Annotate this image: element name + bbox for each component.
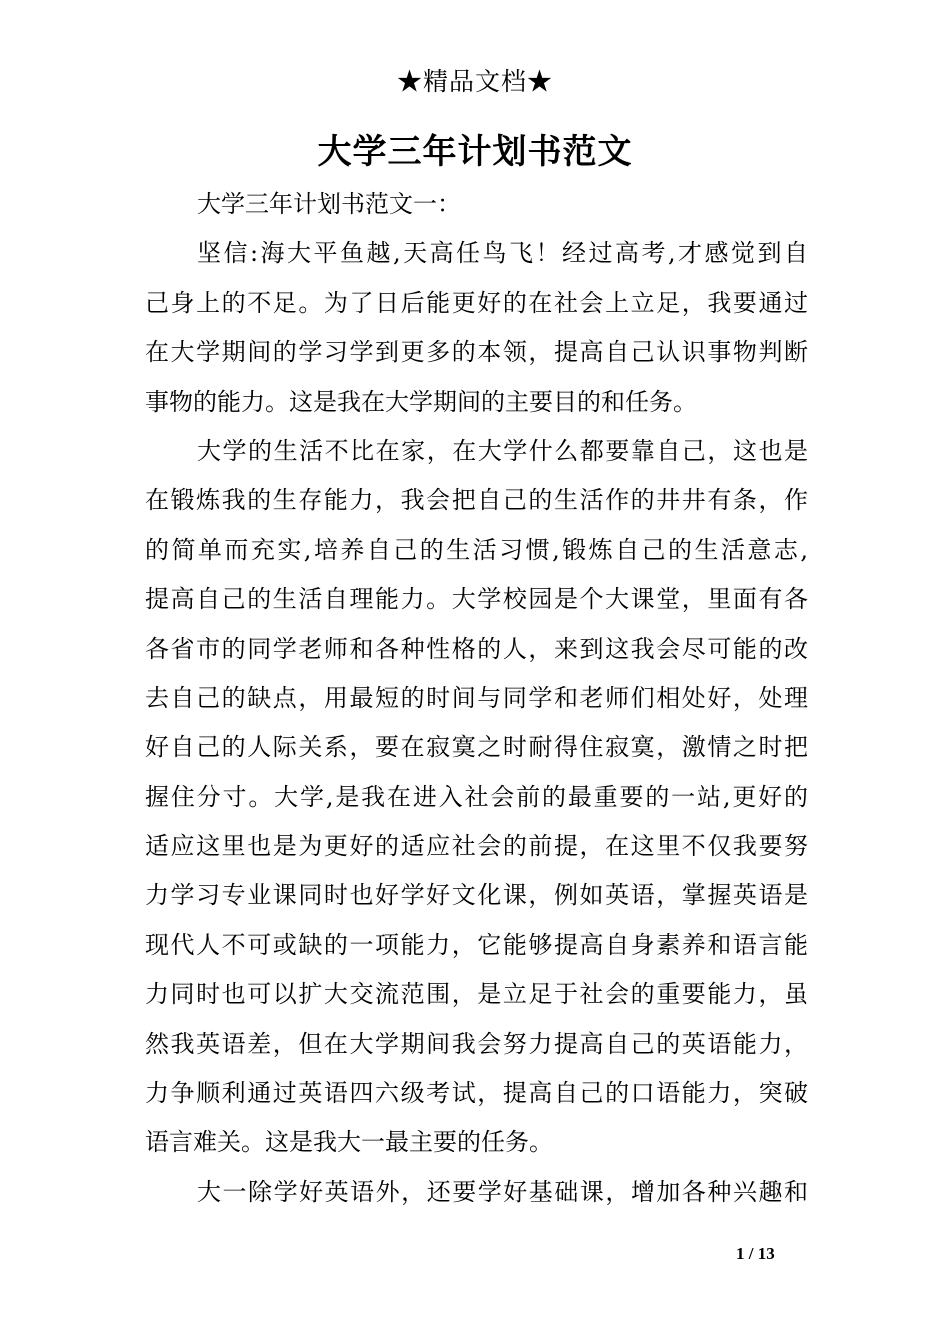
paragraph-1-line: 事物的能力。这是我在大学期间的主要目的和任务。 bbox=[145, 387, 697, 416]
paragraph-2-line: 力争顺利通过英语四六级考试，提高自己的口语能力，突破 bbox=[145, 1079, 808, 1108]
paragraph-2-line: 适应这里也是为更好的适应社会的前提，在这里不仅我要努 bbox=[145, 832, 808, 861]
paragraph-2-line: 然我英语差，但在大学期间我会努力提高自己的英语能力， bbox=[145, 1029, 808, 1058]
paragraph-2-line: 语言难关。这是我大一最主要的任务。 bbox=[145, 1128, 553, 1157]
paragraph-2-line: 力学习专业课同时也好学好文化课，例如英语，掌握英语是 bbox=[145, 881, 808, 910]
paragraph-1-line: 坚信:海大平鱼越,天高任鸟飞！经过高考,才感觉到自 bbox=[197, 239, 808, 268]
paragraph-3-line: 大一除学好英语外，还要学好基础课，增加各种兴趣和 bbox=[197, 1177, 808, 1206]
paragraph-2-line: 在锻炼我的生存能力，我会把自己的生活作的井井有条，作 bbox=[145, 486, 808, 515]
paragraph-2-line: 好自己的人际关系，要在寂寞之时耐得住寂寞，激情之时把 bbox=[145, 733, 808, 762]
paragraph-2-line: 力同时也可以扩大交流范围，是立足于社会的重要能力，虽 bbox=[145, 980, 808, 1009]
paragraph-2-line: 各省市的同学老师和各种性格的人，来到这我会尽可能的改 bbox=[145, 634, 808, 663]
document-body bbox=[145, 180, 808, 1217]
document-header: ★精品文档★ bbox=[396, 67, 553, 96]
paragraph-2-line: 大学的生活不比在家，在大学什么都要靠自己，这也是 bbox=[197, 436, 808, 465]
paragraph-1-line: 在大学期间的学习学到更多的本领，提高自己认识事物判断 bbox=[145, 338, 808, 367]
document-title: 大学三年计划书范文 bbox=[317, 132, 633, 172]
paragraph-2-line: 现代人不可或缺的一项能力，它能够提高自身素养和语言能 bbox=[145, 930, 808, 959]
paragraph-1-line: 己身上的不足。为了日后能更好的在社会上立足，我要通过 bbox=[145, 288, 808, 317]
section-subheading: 大学三年计划书范文一： bbox=[197, 190, 461, 218]
paragraph-2-line: 提高自己的生活自理能力。大学校园是个大课堂，里面有各 bbox=[145, 585, 808, 614]
page-number: 1 / 13 bbox=[736, 1244, 775, 1263]
paragraph-2-line: 握住分寸。大学,是我在进入社会前的最重要的一站,更好的 bbox=[145, 782, 808, 811]
paragraph-2-line: 的简单而充实,培养自己的生活习惯,锻炼自己的生活意志, bbox=[145, 535, 808, 564]
paragraph-2-line: 去自己的缺点，用最短的时间与同学和老师们相处好，处理 bbox=[145, 683, 808, 712]
